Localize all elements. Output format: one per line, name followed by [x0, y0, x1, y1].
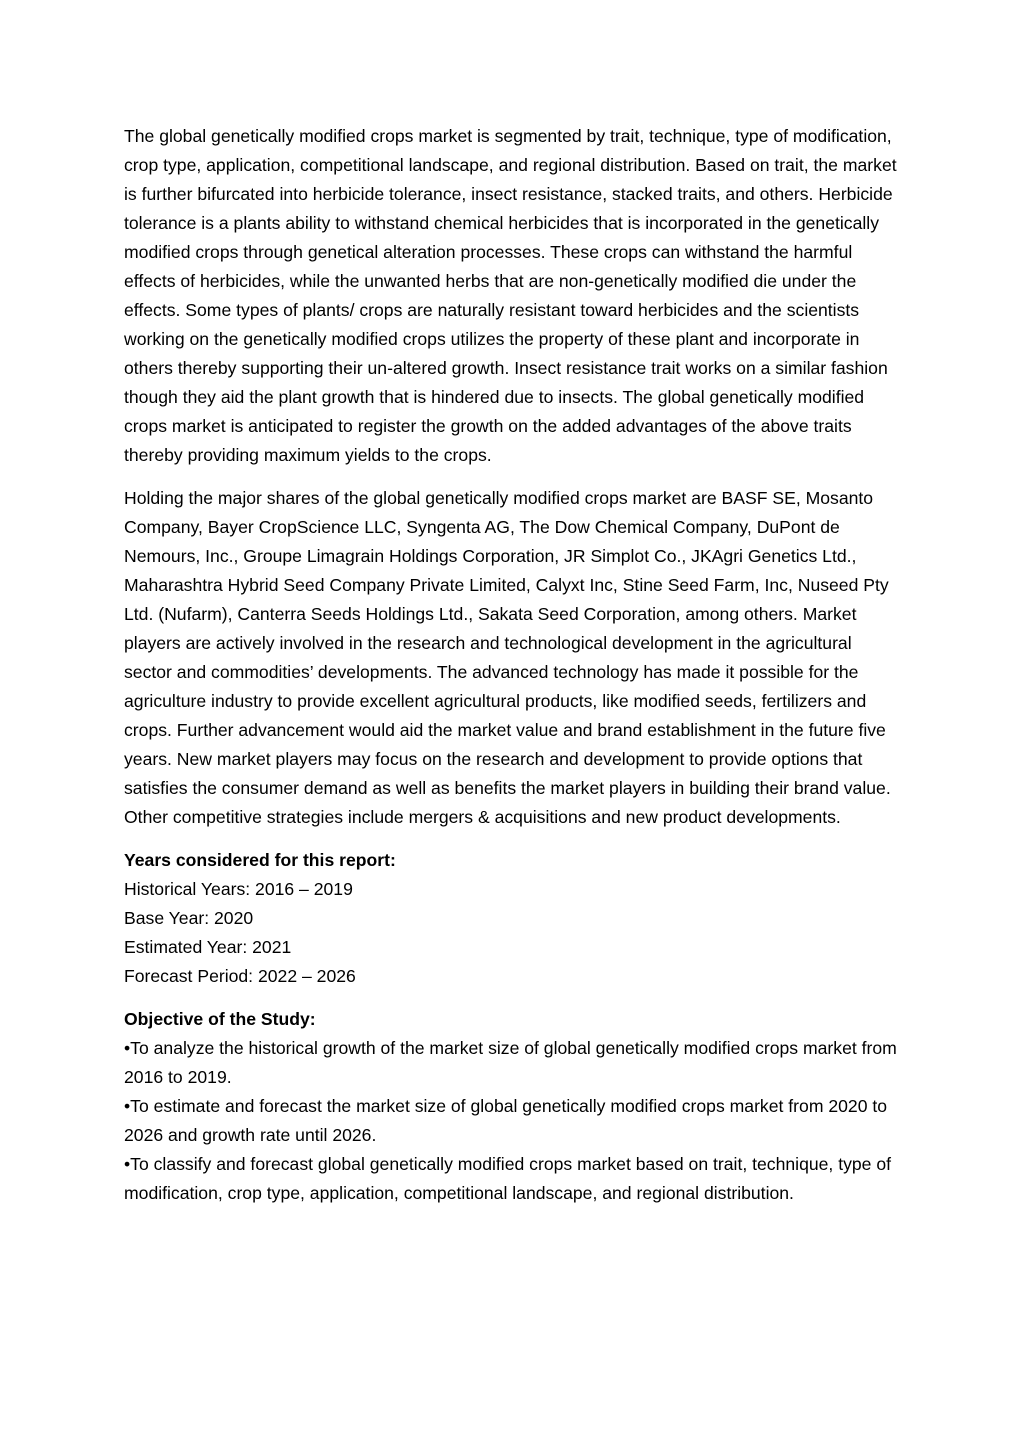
- objective-bullet: •To classify and forecast global genetically modified crops market based on trait, technique, type of modification, crop type, application, competitional landscape, and regional distribution.: [124, 1154, 892, 1203]
- estimated-year: Estimated Year: 2021: [124, 937, 292, 957]
- years-heading: Years considered for this report:: [124, 850, 396, 870]
- base-year: Base Year: 2020: [124, 908, 254, 928]
- objective-bullet: •To analyze the historical growth of the market size of global genetically modified crops market from 2016 to 2019.: [124, 1038, 897, 1087]
- forecast-period: Forecast Period: 2022 – 2026: [124, 966, 356, 986]
- document-page: [124, 122, 904, 1222]
- objective-bullet: •To estimate and forecast the market size of global genetically modified crops market from 2020 to 2026 and growth rate until 2026.: [124, 1096, 888, 1145]
- historical-years: Historical Years: 2016 – 2019: [124, 879, 353, 899]
- market-segmentation-paragraph: The global genetically modified crops market is segmented by trait, technique, type of modification, crop type, application, competitional landscape, and regional distribution. Based on trait, the market is further bifurcated into herbicide tolerance, insect resistance, stacked traits, and others. Herbicide tolerance is a plants ability to withstand chemical herbicides that is incorporated in the genetically modified crops through genetical alteration processes. These crops can withstand the harmful effects of herbicides, while the unwanted herbs that are non-genetically modified die under the effects. Some types of plants/ crops are naturally resistant toward herbicides and the scientists working on the genetically modified crops utilizes the property of these plant and incorporate in others thereby supporting their un-altered growth. Insect resistance trait works on a similar fashion though they aid the plant growth that is hindered due to insects. The global genetically modified crops market is anticipated to register the growth on the added advantages of the above traits thereby providing maximum yields to the crops.: [124, 126, 897, 465]
- objective-section: [124, 1005, 904, 1208]
- years-section: [124, 846, 904, 991]
- market-players-paragraph: Holding the major shares of the global genetically modified crops market are BASF SE, Mosanto Company, Bayer CropScience LLC, Syngenta AG, The Dow Chemical Company, DuPont de Nemours, Inc., Groupe Limagrain Holdings Corporation, JR Simplot Co., JKAgri Genetics Ltd., Maharashtra Hybrid Seed Company Private Limited, Calyxt Inc, Stine Seed Farm, Inc, Nuseed Pty Ltd. (Nufarm), Canterra Seeds Holdings Ltd., Sakata Seed Corporation, among others. Market players are actively involved in the research and technological development in the agricultural sector and commodities’ developments. The advanced technology has made it possible for the agriculture industry to provide excellent agricultural products, like modified seeds, fertilizers and crops. Further advancement would aid the market value and brand establishment in the future five years. New market players may focus on the research and development to provide options that satisfies the consumer demand as well as benefits the market players in building their brand value. Other competitive strategies include mergers & acquisitions and new product developments.: [124, 488, 891, 827]
- objective-heading: Objective of the Study:: [124, 1009, 316, 1029]
